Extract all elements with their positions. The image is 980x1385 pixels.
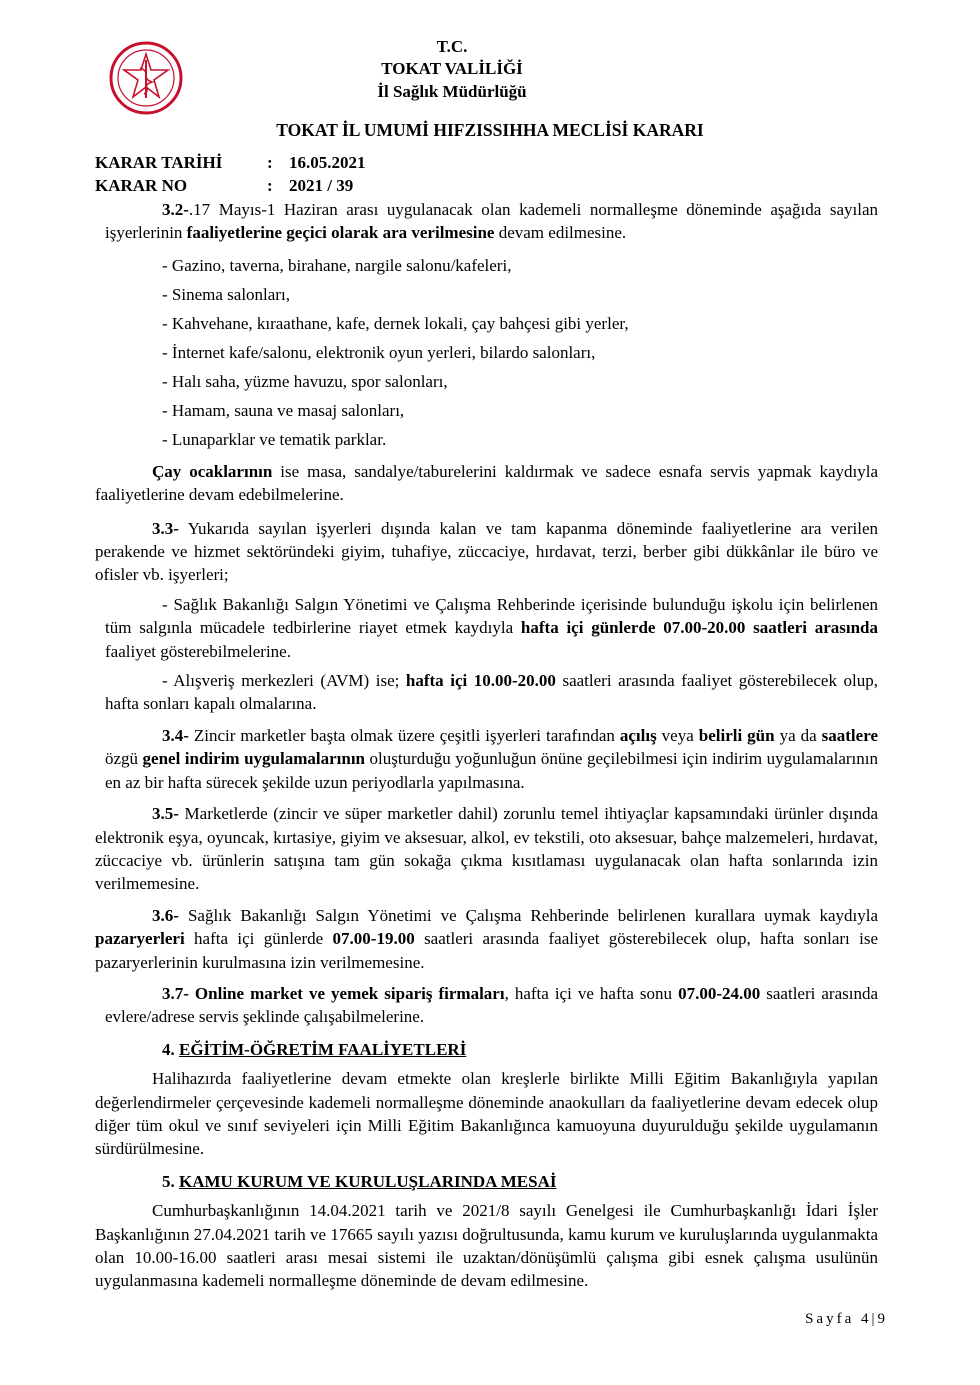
list-item: - Gazino, taverna, birahane, nargile salonu/kafeleri,: [162, 255, 512, 275]
section-5-paragraph: Cumhurbaşkanlığının 14.04.2021 tarih ve 2021/8 sayılı Genelgesi ile Cumhurbaşkanlığı İdari İşler Başkanlığının 27.04.2021 tarih ve 17665 sayılı yazısı doğrultusunda, kamu kurum ve kuruluşlarında uygulanmakta olan 10.00-16.00 saatleri arası mesai sistemi ile uzaktan/dönüşümlü çalışma gibi esnek çalışma usulünün uygulanmasına kademeli normalleşme döneminde de devam edilmesine.: [95, 1201, 878, 1291]
paragraph-bold-text: genel indirim uygulamalarının: [142, 749, 365, 769]
section-4-heading: [95, 1038, 878, 1061]
page-number: Sayfa 4|9: [805, 1311, 888, 1327]
paragraph-text: .17 Mayıs-1 Haziran arası uygulanacak olan kademeli normalleşme döneminde aşağıda sayılan işyerlerinin: [105, 200, 878, 243]
decision-no-value: 2021 / 39: [289, 176, 354, 195]
paragraph-text: saatleri arasında faaliyet gösterebilecek olup, hafta sonları ise pazaryerlerinin kurulmasına izin verilmemesine.: [95, 929, 878, 972]
paragraph-bold-text: hafta içi 10.00-20.00: [405, 671, 556, 691]
section-number: 3.3-: [152, 518, 179, 538]
colon: :: [267, 176, 273, 195]
paragraph-bold-text: Çay ocaklarının: [152, 461, 273, 481]
section-4-paragraph: Halihazırda faaliyetlerine devam etmekte olan kreşlerle birlikte Milli Eğitim Bakanlığıyla yapılan değerlendirmeler çerçevesinde kademeli normalleşme döneminde anaokulları da faaliyetlerine devam edecek olup diğer tüm okul ve sınıf seviyeleri için Milli Eğitim Bakanlığınca kamuoyuna duyurulduğu şekilde uygulamanın sürdürülmesine.: [95, 1069, 878, 1159]
list-item: - İnternet kafe/salonu, elektronik oyun yerleri, bilardo salonları,: [162, 342, 596, 362]
section-number: 3.6-: [152, 905, 179, 925]
paragraph-bold-text: 07.00-24.00: [678, 983, 761, 1003]
paragraph-text: özgü: [105, 749, 143, 769]
decision-no-row: [95, 176, 353, 196]
paragraph-text: Zincir marketler başta olmak üzere çeşitli işyerleri tarafından: [188, 725, 620, 745]
section-title: KAMU KURUM VE KURULUŞLARINDA MESAİ: [179, 1171, 557, 1191]
paragraph-text: devam edilmesine.: [494, 223, 627, 243]
colon: :: [267, 153, 273, 172]
decision-date-label: KARAR TARİHİ: [95, 153, 223, 172]
section-5-heading: [95, 1170, 878, 1193]
list-item: - Hamam, sauna ve masaj salonları,: [162, 400, 405, 420]
paragraph-text: faaliyet gösterebilmelerine.: [105, 641, 291, 661]
document-body: [95, 198, 878, 1293]
decision-no-label: KARAR NO: [95, 176, 188, 195]
paragraph-text: oluşturduğu yoğunluğun önüne geçilebilmesi için indirim uygulamalarının en az bir hafta sürecek şekilde uzun periyodlarla yapılmasına.: [105, 749, 878, 792]
paragraph-bold-text: açılış: [619, 725, 657, 745]
header-tc: T.C.: [436, 37, 468, 56]
section-3-5-paragraph: [95, 802, 878, 896]
paragraph-bold-text: 07.00-19.00: [332, 929, 415, 949]
section-3-3-paragraph: [95, 517, 878, 587]
section-number: 3.2-: [162, 200, 189, 219]
paragraph-text: saatleri arasında faaliyet gösterebilecek olup, hafta sonları kapalı olmalarına.: [105, 671, 878, 714]
list-item: - Sinema salonları,: [162, 284, 290, 304]
paragraph-text: hafta içi günlerde: [184, 929, 333, 949]
section-3-7-paragraph: [95, 982, 878, 1029]
paragraph-text: Marketlerde (zincir ve süper marketler dahil) zorunlu temel ihtiyaçlar kapsamındaki ürünler dışında elektronik eşya, oyuncak, kırtasiye, giyim ve aksesuar, alkol, ev tekstili, oto aksesuar, bahçe malzemeleri, hırdavat, züccaciye vb. ürünlerin satışına tam gün sokağa çıkma kısıtlaması uygulanacak olan hafta sonlarında izin verilmemesine.: [95, 804, 878, 894]
section-3-2-paragraph: [95, 198, 878, 245]
section-number: 4.: [162, 1039, 179, 1059]
paragraph-text: veya: [656, 725, 699, 745]
paragraph-text: Yukarıda sayılan işyerleri dışında kalan ve tam kapanma döneminde faaliyetlerine ara verilen perakende ve hizmet sektöründeki giyim, tuhafiye, züccaciye, hırdavat, terzi, berber gibi dükkânlar ile büro ve ofisler vb. işyerleri;: [95, 518, 878, 585]
paragraph-bold-text: hafta içi günlerde 07.00-20.00 saatleri arasında: [520, 618, 878, 638]
header-governorship: TOKAT VALİLİĞİ: [381, 59, 523, 78]
section-3-3-bullet-1: [95, 593, 878, 663]
paragraph-text: ise masa, sandalye/taburelerini kaldırmak ve sadece esnafa servis yapmak kaydıyla faaliyetlerine devam edebilmelerine.: [95, 461, 878, 505]
section-number: 3.5-: [152, 804, 179, 824]
section-title: EĞİTİM-ÖĞRETİM FAALİYETLERİ: [179, 1039, 467, 1059]
document-title: TOKAT İL UMUMİ HIFZISSIHHA MECLİSİ KARARI: [276, 120, 704, 140]
paragraph-bold-text: faaliyetlerine geçici olarak ara verilmesine: [186, 223, 495, 243]
list-item: - Lunaparklar ve tematik parklar.: [162, 429, 387, 449]
paragraph-text: ya da: [774, 725, 822, 745]
tea-houses-paragraph: [95, 460, 878, 507]
section-number: 5.: [162, 1171, 179, 1191]
section-3-6-paragraph: [95, 904, 878, 974]
paragraph-text: - Sağlık Bakanlığı Salgın Yönetimi ve Çalışma Rehberinde içerisinde bulunduğu işkolu için belirlenen tüm salgınla mücadele tedbirlerine riayet etmek kaydıyla: [105, 594, 878, 638]
header-directorate: İl Sağlık Müdürlüğü: [377, 82, 527, 101]
paragraph-bold-text: saatlere: [821, 725, 878, 745]
decision-date-value: 16.05.2021: [289, 153, 366, 172]
paragraph-text: , hafta içi ve hafta sonu: [504, 983, 679, 1003]
paragraph-text: saatleri arasında evlere/adrese servis şeklinde çalışabilmelerine.: [105, 983, 878, 1027]
paragraph-bold-text: belirli gün: [698, 725, 775, 745]
paragraph-bold-text: 3.7- Online market ve yemek sipariş firmaları: [162, 983, 505, 1003]
paragraph-text: Sağlık Bakanlığı Salgın Yönetimi ve Çalışma Rehberinde belirlenen kurallara uymak kaydıyla: [178, 905, 878, 925]
section-number: 3.4-: [162, 725, 189, 745]
closed-businesses-list: [95, 251, 878, 454]
list-item: - Kahvehane, kıraathane, kafe, dernek lokali, çay bahçesi gibi yerler,: [162, 313, 629, 333]
section-3-3-bullet-2: [95, 669, 878, 716]
section-3-4-paragraph: [95, 724, 878, 794]
paragraph-bold-text: pazaryerleri: [95, 929, 185, 949]
decision-date-row: [95, 153, 366, 173]
paragraph-text: - Alışveriş merkezleri (AVM) ise;: [162, 671, 406, 691]
list-item: - Halı saha, yüzme havuzu, spor salonları,: [162, 371, 448, 391]
